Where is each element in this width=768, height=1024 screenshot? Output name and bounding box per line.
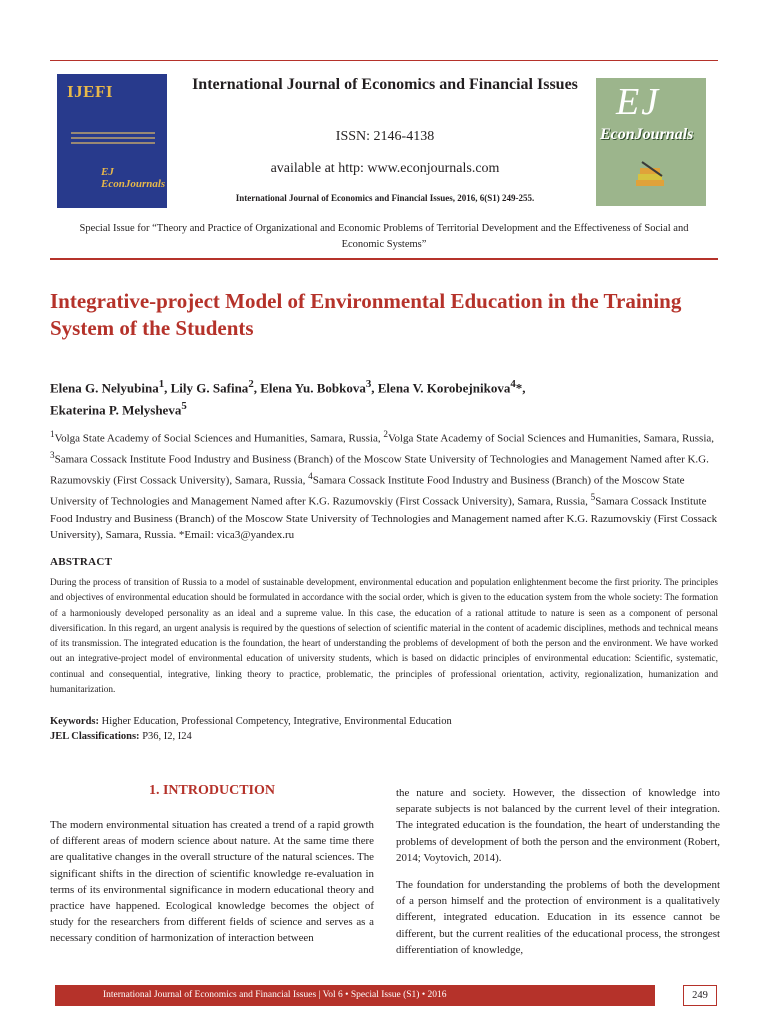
keywords bbox=[50, 714, 718, 729]
intro-paragraph-left: The modern environmental situation has created a trend of a rapid growth of different areas of modern science about nature. At the same time there are qualitative changes in the overall structure of the natural sciences. The significant shifts in the direction of scientific knowledge re-evaluation in terms of its environmental significance in modern educational theory and practice have happened. Ecological knowledge becomes the object of study for the researchers from different fields of science and serves as a necessary condition of harmonization of interaction between bbox=[50, 819, 374, 945]
author-name: Ekaterina P. Melysheva bbox=[50, 402, 182, 418]
jel-value: P36, I2, I24 bbox=[142, 731, 192, 742]
cover-ej: EJ EconJournals bbox=[101, 166, 166, 190]
page-number: 249 bbox=[683, 985, 717, 1006]
citation-line: International Journal of Economics and Financial Issues, 2016, 6(S1) 249-255. bbox=[235, 193, 535, 203]
jel-classifications bbox=[50, 729, 718, 744]
journal-name: International Journal of Economics and Financial Issues bbox=[192, 76, 578, 93]
econjournals-logo bbox=[596, 78, 706, 206]
affiliation: Volga State Academy of Social Sciences and Humanities, Samara, Russia, bbox=[54, 432, 384, 445]
affiliation: Samara Cossack Institute Food Industry and Business (Branch) of the Moscow State University of Technologies and Management Named after K.G. Razumovskiy (First Cossack University), Samara, Russia, bbox=[50, 453, 709, 487]
affiliation: Volga State Academy of Social Sciences and Humanities, Samara, Russia, bbox=[387, 432, 715, 445]
section-heading: 1. INTRODUCTION bbox=[148, 783, 275, 798]
keywords-value: Higher Education, Professional Competency, Integrative, Environmental Education bbox=[101, 716, 452, 727]
affiliation: Samara Cossack Institute Food Industry and Business (Branch) of the Moscow State University of Technologies and Management Named after K.G. Razumovskiy (First Cossack University), Samara, Russia, bbox=[50, 474, 685, 509]
intro-paragraph-right-2: The foundation for understanding the problems of both the development of a person himself and the protection of environment is a qualitatively different, integrated education. Education in its essence cannot be different, but the current realities of the educational process, the strongest differentiation of knowledge, bbox=[396, 879, 720, 956]
intro-paragraph-right-1: the nature and society. However, the dissection of knowledge into separate subjects is not balanced by the current level of their integration. The integrated education is the foundation, the heart of understanding the problems of development of both the person and the environment (Robert, 2014; Voytovich, 2014). bbox=[396, 787, 720, 864]
cover-text-lines bbox=[71, 132, 155, 147]
author-name: Lily G. Safina bbox=[170, 380, 249, 396]
top-rule bbox=[50, 60, 718, 61]
journal-cover-image bbox=[57, 74, 167, 208]
ej-logo-word: EconJournals bbox=[600, 126, 694, 143]
author-name: Elena V. Korobejnikova bbox=[377, 380, 511, 396]
abstract-heading: ABSTRACT bbox=[50, 556, 113, 568]
jel-label: JEL Classifications: bbox=[50, 731, 140, 742]
special-issue-note: Special Issue for “Theory and Practice of Organizational and Economic Problems of Territorial Development and the Effectiveness of Social and Economic Systems” bbox=[79, 223, 689, 250]
ej-logo-letters: EJ bbox=[616, 81, 661, 123]
affiliation: Samara Cossack Institute Food Industry and Business (Branch) of the Moscow State University of Technologies and Management named after K.G. Razumovskiy (First Cossack University), Samara, Russia. *Email: vica3@yandex.ru bbox=[50, 496, 718, 542]
abstract-text: During the process of transition of Russia to a model of sustainable development, environmental education and population enlightenment become the first priority. The principles and objectives of environmental education should be formulated in accordance with the social order, which is given to the education system from the whole society: The formation of a harmoniously developed personality as an ideal and a supreme value. In this case, the education of a rational attitude to nature is seen as a component of personal diversification. In this regard, an urgent analysis is required by the questions of selection of scientific material in the content of academic disciplines, methods and technical means of its transmission. The integrated education is the foundation, the heart of understanding the problems of development of both the person and the environment. We have worked out an integrative-project model of environmental education of university students, which is based on didactic principles of environmental education: Scientific, systematic, continual and consequential, integrative, linking theory to practice, problematic, the principles of professional orientation, activity, regionalization, humanization and humanitarization. bbox=[50, 578, 718, 696]
journal-website: available at http: www.econjournals.com bbox=[270, 161, 500, 176]
author-name: Elena G. Nelyubina bbox=[50, 380, 159, 396]
cover-title: IJEFI bbox=[67, 82, 113, 101]
footer-bar bbox=[55, 985, 655, 1006]
article-title: Integrative-project Model of Environmental Education in the Training System of the Students bbox=[50, 289, 682, 340]
affiliations: $^1$Volga State Academy of Social Sciences and Humanities, Samara, Russia, $^2$Volga State Academy of Social Sciences and Humanities, Samara, Russia, $^3$Samara Cossack Institute Food Industry and Business (Branch) of the Moscow State University of Technologies and Management Named after K.G. Razumovskiy (First Cossack University), Samara, Russia, $^4$Samara Cossack Institute Food Industry and Business (Branch) of the Moscow State University of Technologies and Management Named after K.G. Razumovskiy (First Cossack University), Samara, Russia, $^5$Samara Cossack Institute Food Industry and Business (Branch) of the Moscow State University of Technologies and Management named after K.G. Razumovskiy (First Cossack University), Samara, Russia. *Email: vica3@yandex.ru bbox=[50, 429, 718, 542]
footer-text: International Journal of Economics and Financial Issues | Vol 6 • Special Issue (S1) • 2016 bbox=[103, 990, 447, 1000]
books-icon bbox=[634, 160, 668, 194]
header-divider bbox=[50, 258, 718, 260]
author-list: Elena G. Nelyubina$^1$, Lily G. Safina$^2$, Elena Yu. Bobkova$^3$, Elena V. Korobejnikova$^4$*, Ekaterina P. Melysheva$^5$ bbox=[50, 378, 526, 418]
keywords-label: Keywords: bbox=[50, 716, 99, 727]
author-name: Elena Yu. Bobkova bbox=[260, 380, 366, 396]
issn: ISSN: 2146-4138 bbox=[335, 129, 435, 144]
